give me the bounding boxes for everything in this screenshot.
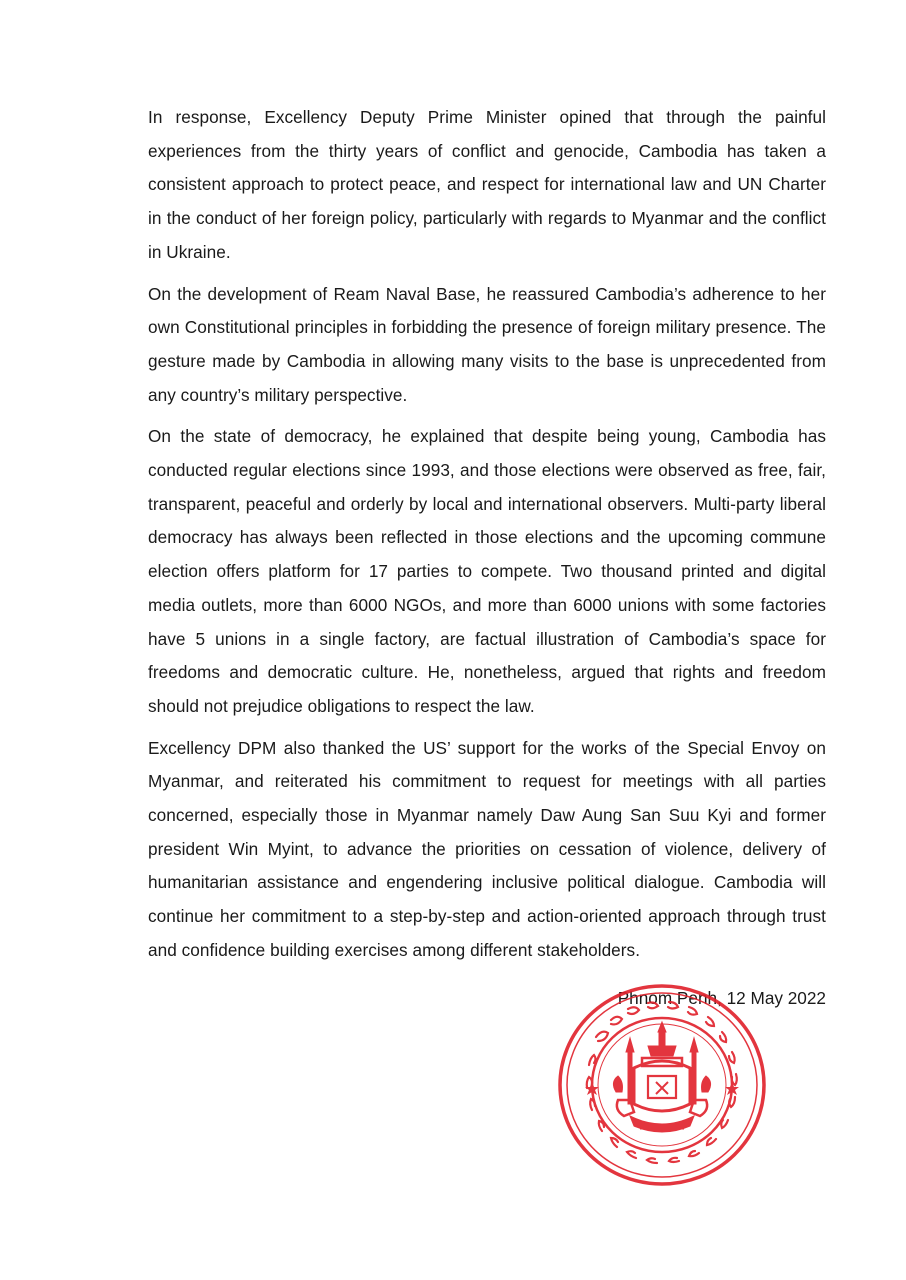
document-body [148,101,826,976]
dateline: Phnom Penh, 12 May 2022 [617,988,826,1008]
seal-graphic [556,982,768,1188]
paragraph-ream-naval-base: On the development of Ream Naval Base, he reassured Cambodia’s adherence to her own Constitutional principles in forbidding the presence of foreign military presence. The gesture made by Cambodia in allowing many visits to the base is unprecedented from any country’s military perspective. [148,283,826,405]
paragraph-response: In response, Excellency Deputy Prime Minister opined that through the painful experiences from the thirty years of conflict and genocide, Cambodia has taken a consistent approach to protect peace, and respect for international law and UN Charter in the conduct of her foreign policy, particularly with regards to Myanmar and the conflict in Ukraine. [148,107,826,262]
paragraph-democracy: On the state of democracy, he explained that despite being young, Cambodia has conducted regular elections since 1993, and those elections were observed as free, fair, transparent, peaceful and orderly by local and international observers. Multi-party liberal democracy has always been reflected in those elections and the upcoming commune election offers platform for 17 parties to compete. Two thousand printed and digital media outlets, more than 6000 NGOs, and more than 6000 unions with some factories have 5 unions in a single factory, are factual illustration of Cambodia’s space for freedoms and democratic culture. He, nonetheless, argued that rights and freedom should not prejudice obligations to respect the law. [148,426,826,716]
official-seal-stamp [556,982,768,1188]
paragraph-special-envoy: Excellency DPM also thanked the US’ support for the works of the Special Envoy on Myanmar, and reiterated his commitment to request for meetings with all parties concerned, especially those in Myanmar namely Daw Aung San Suu Kyi and former president Win Myint, to advance the priorities on cessation of violence, delivery of humanitarian assistance and engendering inclusive political dialogue. Cambodia will continue her commitment to a step-by-step and action-oriented approach through trust and confidence building exercises among different stakeholders. [148,737,826,960]
